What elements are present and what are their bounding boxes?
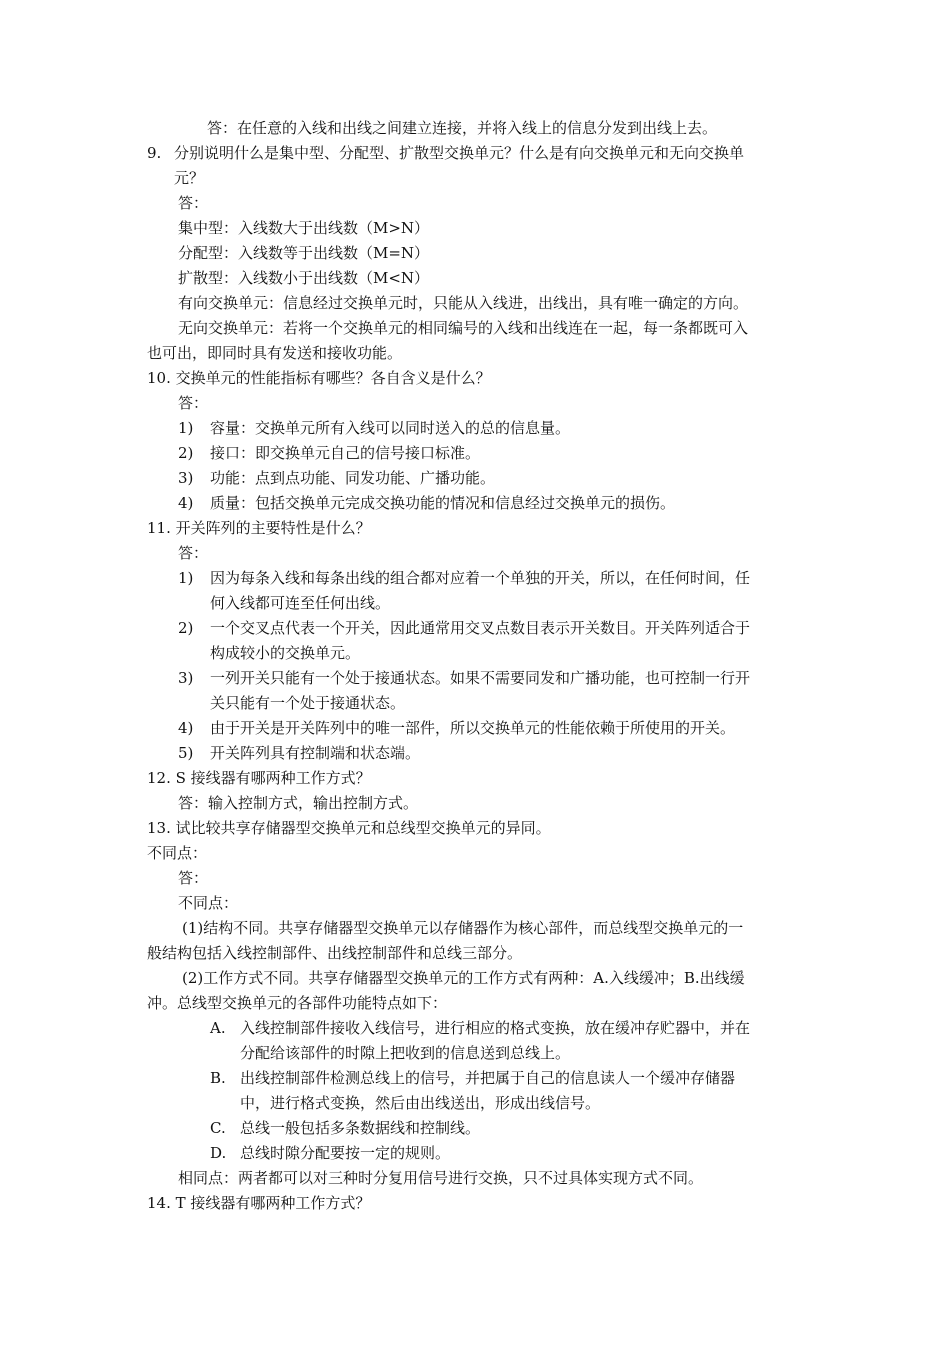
list-item: 因为每条入线和每条出线的组合都对应着一个单独的开关，所以，在任何时间，任: [210, 569, 751, 587]
answer-line: 有向交换单元：信息经过交换单元时，只能从入线进，出线出，具有唯一确定的方向。: [178, 294, 749, 312]
list-number: 1): [178, 569, 194, 587]
list-item: 一列开关只能有一个处于接通状态。如果不需要同发和广播功能，也可控制一行开: [210, 669, 751, 687]
answer-line: 无向交换单元：若将一个交换单元的相同编号的入线和出线连在一起，每一条都既可入: [178, 319, 749, 337]
answer-line: 相同点：两者都可以对三种时分复用信号进行交换，只不过具体实现方式不同。: [178, 1169, 704, 1187]
list-number: 3): [178, 669, 194, 687]
paragraph: (2)工作方式不同。共享存储器型交换单元的工作方式有两种：A.入线缓冲；B.出线缓: [182, 969, 745, 987]
list-item-cont: 分配给该部件的时隙上把收到的信息送到总线上。: [240, 1044, 571, 1062]
list-item-cont: 何入线都可连至任何出线。: [210, 594, 391, 612]
paragraph: (1)结构不同。共享存储器型交换单元以存储器作为核心部件，而总线型交换单元的一: [182, 919, 744, 937]
list-item: 出线控制部件检测总线上的信号，并把属于自己的信息读人一个缓冲存储器: [240, 1069, 736, 1087]
paragraph-cont: 般结构包括入线控制部件、出线控制部件和总线三部分。: [147, 944, 523, 962]
list-item: 功能：点到点功能、同发功能、广播功能。: [210, 469, 496, 487]
list-number: 2): [178, 619, 194, 637]
list-letter: B.: [210, 1069, 226, 1087]
list-item: 容量：交换单元所有入线可以同时送入的总的信息量。: [210, 419, 571, 437]
question-12: 12. S 接线器有哪两种工作方式？: [147, 769, 371, 787]
answer-label: 答：: [178, 394, 209, 412]
list-letter: A.: [210, 1019, 226, 1037]
list-number: 1): [178, 419, 194, 437]
paragraph-cont: 冲。总线型交换单元的各部件功能特点如下：: [147, 994, 448, 1012]
question-10: 10. 交换单元的性能指标有哪些？各自含义是什么？: [147, 369, 491, 387]
section-label: 不同点：: [178, 894, 239, 912]
question-14: 14. T 接线器有哪两种工作方式？: [147, 1194, 371, 1212]
question-number: 9.: [147, 144, 162, 162]
answer-line: 答：输入控制方式，输出控制方式。: [178, 794, 419, 812]
list-item: 总线时隙分配要按一定的规则。: [240, 1144, 451, 1162]
question-9-text-cont: 元？: [174, 169, 205, 187]
list-item-cont: 中，进行格式变换，然后由出线送出，形成出线信号。: [240, 1094, 601, 1112]
list-item-cont: 关只能有一个处于接通状态。: [210, 694, 406, 712]
list-item-cont: 构成较小的交换单元。: [210, 644, 361, 662]
answer-line: 答：在任意的入线和出线之间建立连接，并将入线上的信息分发到出线上去。: [207, 119, 718, 137]
list-item: 入线控制部件接收入线信号，进行相应的格式变换，放在缓冲存贮器中，并在: [240, 1019, 751, 1037]
list-item: 总线一般包括多条数据线和控制线。: [240, 1119, 481, 1137]
list-number: 3): [178, 469, 194, 487]
answer-line: 分配型：入线数等于出线数（M=N）: [178, 244, 430, 262]
question-13: 13. 试比较共享存储器型交换单元和总线型交换单元的异同。: [147, 819, 551, 837]
list-number: 5): [178, 744, 194, 762]
answer-line: 集中型：入线数大于出线数（M>N）: [178, 219, 430, 237]
list-number: 2): [178, 444, 194, 462]
question-9-text: 分别说明什么是集中型、分配型、扩散型交换单元？什么是有向交换单元和无向交换单: [174, 144, 745, 162]
list-item: 质量：包括交换单元完成交换功能的情况和信息经过交换单元的损伤。: [210, 494, 676, 512]
section-label: 不同点：: [147, 844, 208, 862]
list-letter: D.: [210, 1144, 227, 1162]
answer-label: 答：: [178, 194, 209, 212]
answer-line: 扩散型：入线数小于出线数（M<N）: [178, 269, 430, 287]
list-number: 4): [178, 719, 194, 737]
answer-label: 答：: [178, 544, 209, 562]
list-item: 接口：即交换单元自己的信号接口标准。: [210, 444, 481, 462]
answer-label: 答：: [178, 869, 209, 887]
list-item: 由于开关是开关阵列中的唯一部件，所以交换单元的性能依赖于所使用的开关。: [210, 719, 736, 737]
question-11: 11. 开关阵列的主要特性是什么？: [147, 519, 371, 537]
list-item: 开关阵列具有控制端和状态端。: [210, 744, 421, 762]
list-item: 一个交叉点代表一个开关，因此通常用交叉点数目表示开关数目。开关阵列适合于: [210, 619, 751, 637]
answer-line-cont: 也可出，即同时具有发送和接收功能。: [147, 344, 403, 362]
list-letter: C.: [210, 1119, 226, 1137]
list-number: 4): [178, 494, 194, 512]
